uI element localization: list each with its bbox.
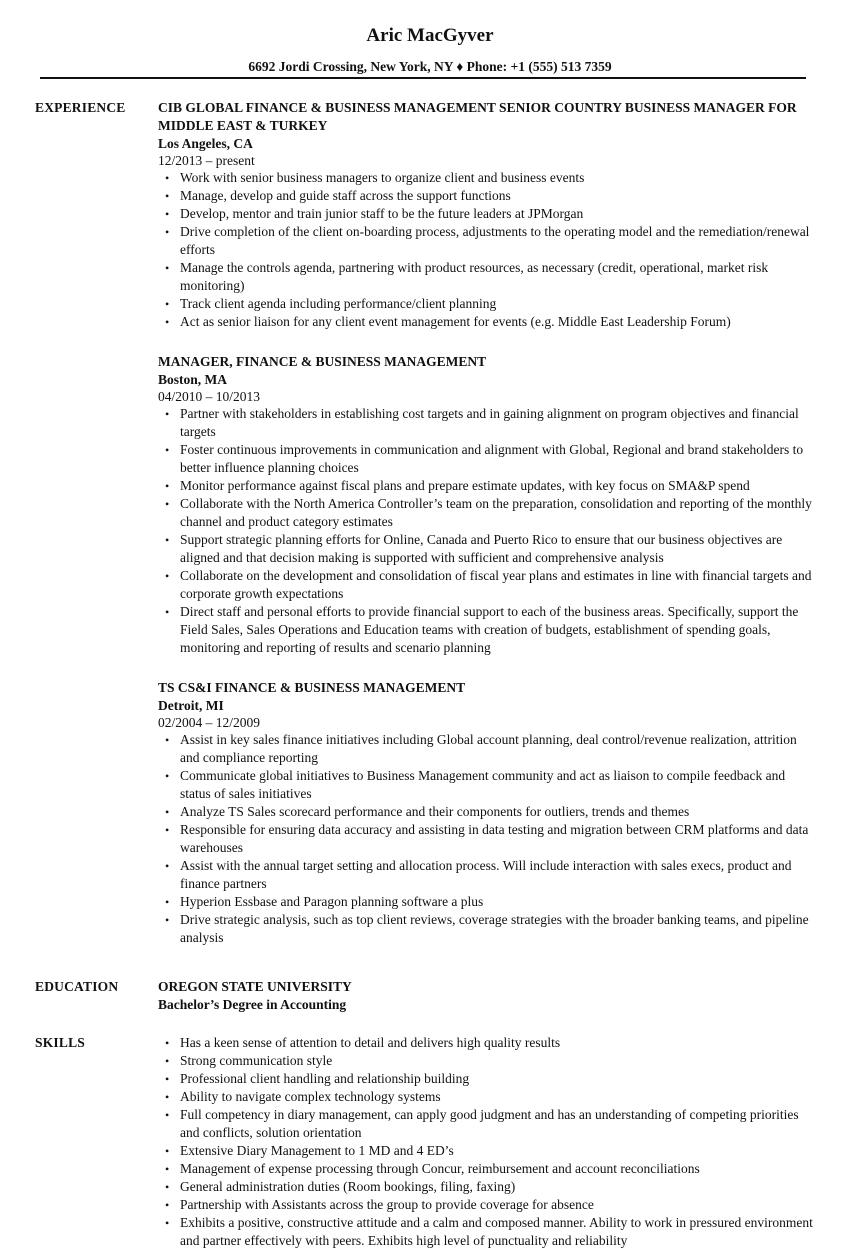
skills-body [158, 1034, 818, 1250]
list-item: • Drive completion of the client on-boarding process, adjustments to the operating model and the remediation/renewal efforts [158, 223, 818, 259]
list-item: • Communicate global initiatives to Business Management community and act as liaison to compile feedback and status of sales initiatives [158, 767, 818, 803]
job-entry [158, 99, 818, 331]
job-location: Los Angeles, CA [158, 136, 253, 151]
experience-body [158, 99, 818, 969]
skills-list [158, 1034, 818, 1250]
list-item: • Professional client handling and relationship building [158, 1070, 818, 1088]
list-item: • Partner with stakeholders in establishing cost targets and in gaining alignment on program objectives and financial targets [158, 405, 818, 441]
job-dates: 02/2004 – 12/2009 [158, 715, 261, 730]
job-entry [158, 679, 818, 947]
candidate-name: Aric MacGyver [366, 25, 494, 46]
list-item: • Manage the controls agenda, partnering with product resources, as necessary (credit, operational, market risk monitoring) [158, 259, 818, 295]
list-item: • Work with senior business managers to organize client and business events [158, 169, 818, 187]
list-item: • Partnership with Assistants across the group to provide coverage for absence [158, 1196, 818, 1214]
section-title-skills: SKILLS [35, 1035, 85, 1050]
job-bullets [158, 731, 818, 947]
list-item: • Assist with the annual target setting and allocation process. Will include interaction with sales execs, product and finance partners [158, 857, 818, 893]
contact-line: 6692 Jordi Crossing, New York, NY ♦ Phone: +1 (555) 513 7359 [248, 59, 612, 74]
job-location: Detroit, MI [158, 698, 224, 713]
list-item: • Collaborate with the North America Controller’s team on the preparation, consolidation and reporting of the monthly channel and product category estimates [158, 495, 818, 531]
degree: Bachelor’s Degree in Accounting [158, 997, 347, 1012]
list-item: • Manage, develop and guide staff across the support functions [158, 187, 818, 205]
school-name: OREGON STATE UNIVERSITY [158, 979, 352, 994]
list-item: • Responsible for ensuring data accuracy and assisting in data testing and migration between CRM platforms and data warehouses [158, 821, 818, 857]
job-dates: 12/2013 – present [158, 153, 255, 168]
job-entry [158, 353, 818, 657]
list-item: • Monitor performance against fiscal plans and prepare estimate updates, with key focus on SMA&P spend [158, 477, 818, 495]
job-title: TS CS&I FINANCE & BUSINESS MANAGEMENT [158, 680, 466, 695]
list-item: • Support strategic planning efforts for Online, Canada and Puerto Rico to ensure that our business objectives are aligned and that decision making is supported with sufficient and comprehensive analysis [158, 531, 818, 567]
list-item: • Extensive Diary Management to 1 MD and 4 ED’s [158, 1142, 818, 1160]
job-bullets [158, 169, 818, 331]
list-item: • Management of expense processing through Concur, reimbursement and account reconciliations [158, 1160, 818, 1178]
list-item: • Foster continuous improvements in communication and alignment with Global, Regional and brand stakeholders to better influence planning choices [158, 441, 818, 477]
section-title-education: EDUCATION [35, 979, 119, 994]
job-location: Boston, MA [158, 372, 228, 387]
header-divider [40, 77, 806, 79]
list-item: • Exhibits a positive, constructive attitude and a calm and composed manner. Ability to work in pressured environment and partner effectively with peers. Exhibits high level of punctuality and reliability [158, 1214, 818, 1250]
job-dates: 04/2010 – 10/2013 [158, 389, 261, 404]
list-item: • Develop, mentor and train junior staff to be the future leaders at JPMorgan [158, 205, 818, 223]
list-item: • Full competency in diary management, can apply good judgment and has an understanding of competing priorities and conflicts, solution orientation [158, 1106, 818, 1142]
list-item: • Ability to navigate complex technology systems [158, 1088, 818, 1106]
job-title: MANAGER, FINANCE & BUSINESS MANAGEMENT [158, 354, 487, 369]
section-title-experience: EXPERIENCE [35, 100, 126, 115]
list-item: • Track client agenda including performance/client planning [158, 295, 818, 313]
list-item: • Drive strategic analysis, such as top client reviews, coverage strategies with the broader banking teams, and pipeline analysis [158, 911, 818, 947]
education-body [158, 978, 818, 1014]
job-bullets [158, 405, 818, 657]
list-item: • General administration duties (Room bookings, filing, faxing) [158, 1178, 818, 1196]
list-item: • Direct staff and personal efforts to provide financial support to each of the business areas. Specifically, support the Field Sales, Sales Operations and Education teams with creation of budgets, establishment of spending goals, monitoring and reporting of results and scenario planning [158, 603, 818, 657]
list-item: • Hyperion Essbase and Paragon planning software a plus [158, 893, 818, 911]
list-item: • Act as senior liaison for any client event management for events (e.g. Middle East Leadership Forum) [158, 313, 818, 331]
list-item: • Analyze TS Sales scorecard performance and their components for outliers, trends and themes [158, 803, 818, 821]
list-item: • Collaborate on the development and consolidation of fiscal year plans and estimates in line with financial targets and corporate growth expectations [158, 567, 818, 603]
list-item: • Has a keen sense of attention to detail and delivers high quality results [158, 1034, 818, 1052]
list-item: • Assist in key sales finance initiatives including Global account planning, deal control/revenue realization, attrition and compliance reporting [158, 731, 818, 767]
job-title: CIB GLOBAL FINANCE & BUSINESS MANAGEMENT SENIOR COUNTRY BUSINESS MANAGER FOR MIDDLE EAST & TURKEY [158, 100, 797, 133]
list-item: • Strong communication style [158, 1052, 818, 1070]
